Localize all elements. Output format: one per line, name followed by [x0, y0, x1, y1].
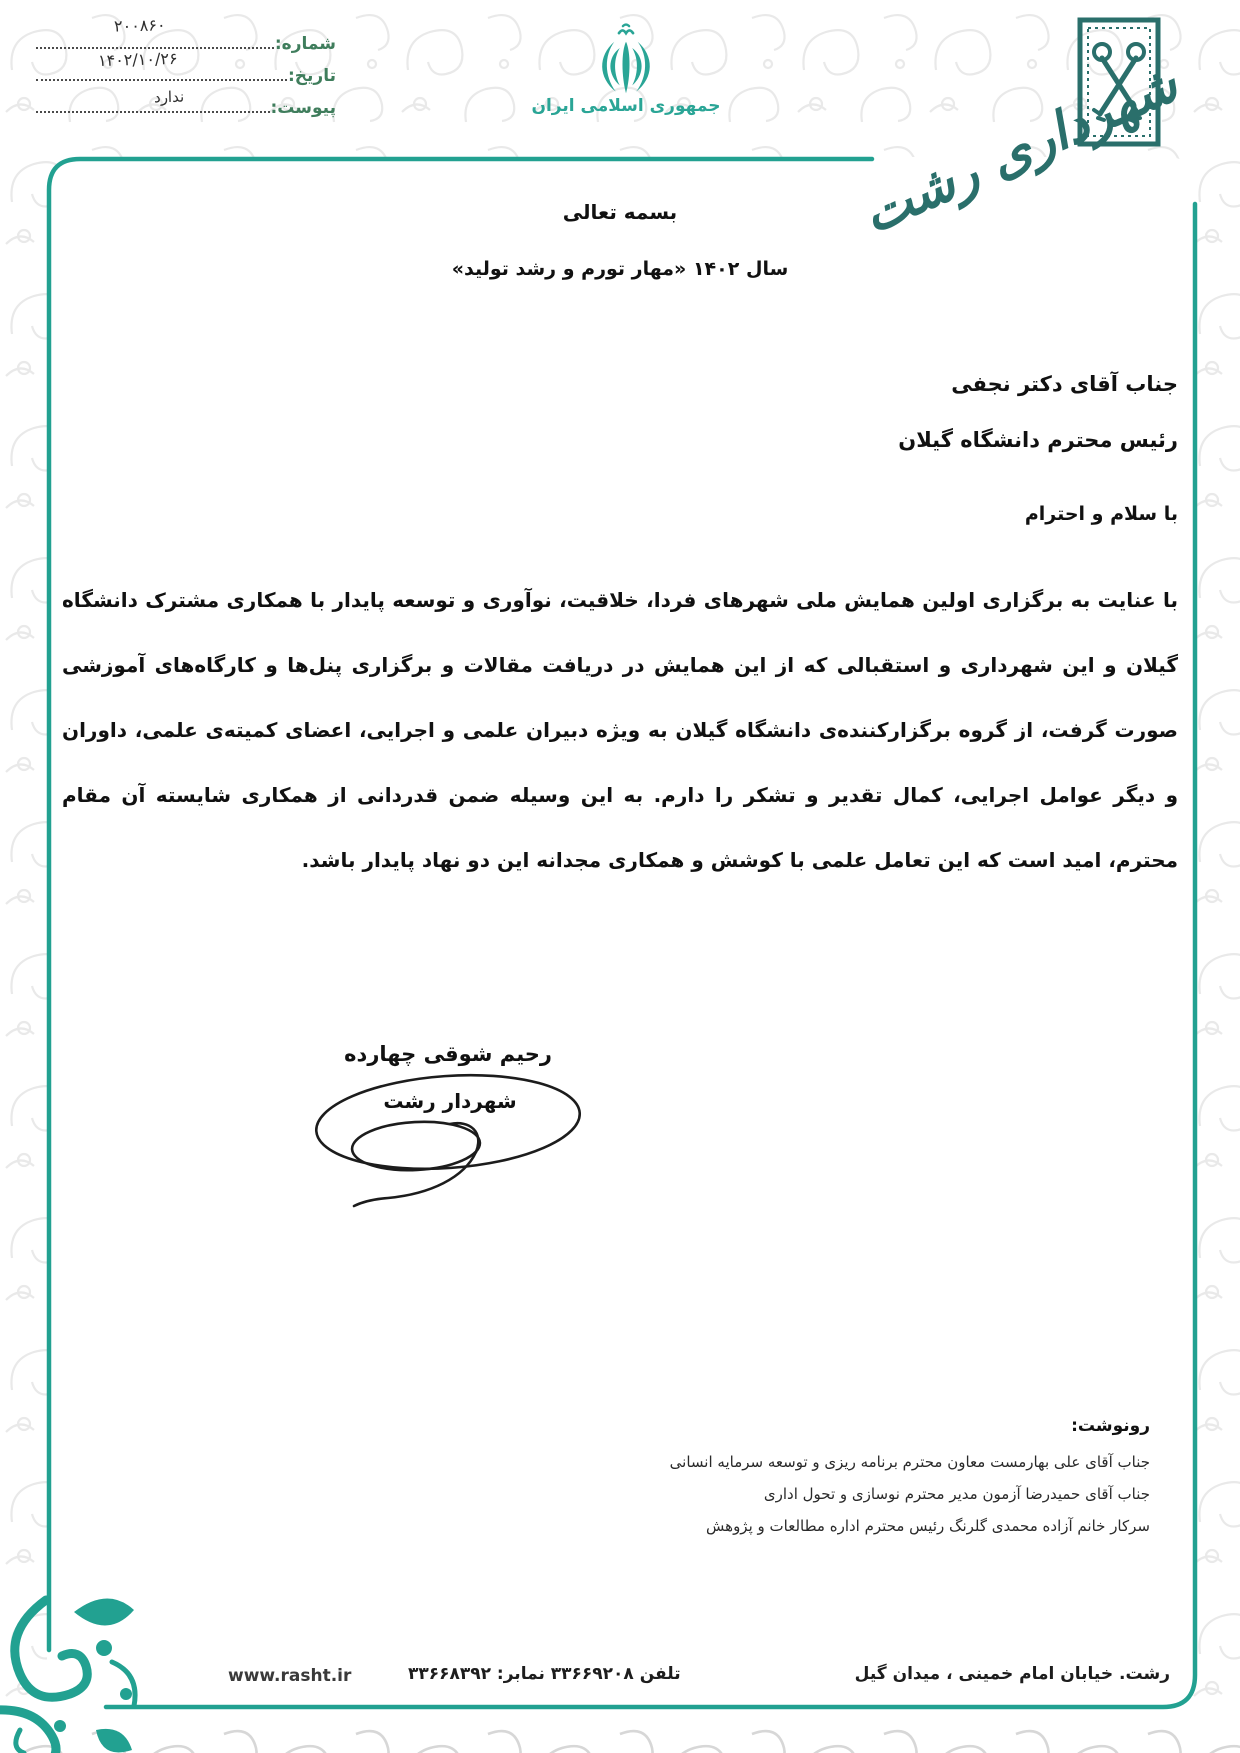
addressee-name: جناب آقای دکتر نجفی [951, 372, 1178, 396]
letter-attachment-value: ندارد [153, 87, 185, 107]
number-label: شماره: [274, 34, 336, 54]
date-dotted-line [36, 79, 287, 81]
attachment-dotted-line [36, 111, 270, 113]
meta-row-attachment [36, 86, 336, 118]
addressee-title: رئیس محترم دانشگاه گیلان [898, 428, 1178, 452]
cc-item: سرکار خانم آزاده محمدی گلرنگ رئیس محترم اداره مطالعات و پژوهش [706, 1517, 1150, 1535]
emblem-caption: جمهوری اسلامی ایران [531, 96, 721, 116]
signature-scrawl [280, 1060, 640, 1240]
letter-number-value: ۲۰۰۸۶۰ [113, 15, 166, 36]
letter-meta-block [36, 15, 336, 118]
footer-address: رشت. خیابان امام خمینی ، میدان گیل [854, 1664, 1170, 1684]
footer-phone-fax: تلفن ۳۳۶۶۹۲۰۸ نمابر: ۳۳۶۶۸۳۹۲ [408, 1664, 681, 1684]
attachment-label: پیوست: [270, 98, 336, 118]
cc-item: جناب آقای علی بهارمست معاون محترم برنامه ریزی و توسعه سرمایه انسانی [669, 1453, 1150, 1471]
signer-name: رحیم شوقی چهارده [344, 1042, 552, 1066]
footer-website: www.rasht.ir [228, 1666, 352, 1686]
org-calligraphy: شهرداری رشت [853, 53, 1187, 247]
year-slogan: سال ۱۴۰۲ «مهار تورم و رشد تولید» [451, 258, 789, 280]
signer-title: شهردار رشت [383, 1089, 517, 1113]
besmele-line: بسمه تعالی [562, 200, 678, 224]
letter-body: با عنایت به برگزاری اولین همایش ملی شهرهای فردا، خلاقیت، نوآوری و توسعه پایدار با همکاری مشترک دانشگاه گیلان و این شهرداری و استقبالی که از این همایش در دریافت مقالات و برگزاری پنل‌ها و کارگاه‌های آموزشی صورت گرفت، از گروه برگزارکننده‌ی دانشگاه گیلان به ویژه دبیران علمی و اجرایی، اعضای کمیته‌ی علمی، داوران و دیگر عوامل اجرایی، کمال تقدیر و تشکر را دارم. به این وسیله ضمن قدردانی از همکاری شایسته آن مقام محترم، امید است که این تعامل علمی با کوشش و همکاری مجدانه این دو نهاد پایدار باشد. [62, 588, 1178, 872]
meta-row-date [36, 54, 336, 86]
salutation: با سلام و احترام [1024, 503, 1178, 525]
letter-date-value: ۱۴۰۲/۱۰/۲۶ [97, 48, 178, 71]
meta-row-number [36, 22, 336, 54]
cc-label: رونوشت: [1071, 1416, 1150, 1436]
cc-block [670, 1416, 1150, 1542]
date-label: تاریخ: [288, 66, 336, 86]
cc-item: جناب آقای حمیدرضا آزمون مدیر محترم نوسازی و تحول اداری [763, 1485, 1150, 1503]
